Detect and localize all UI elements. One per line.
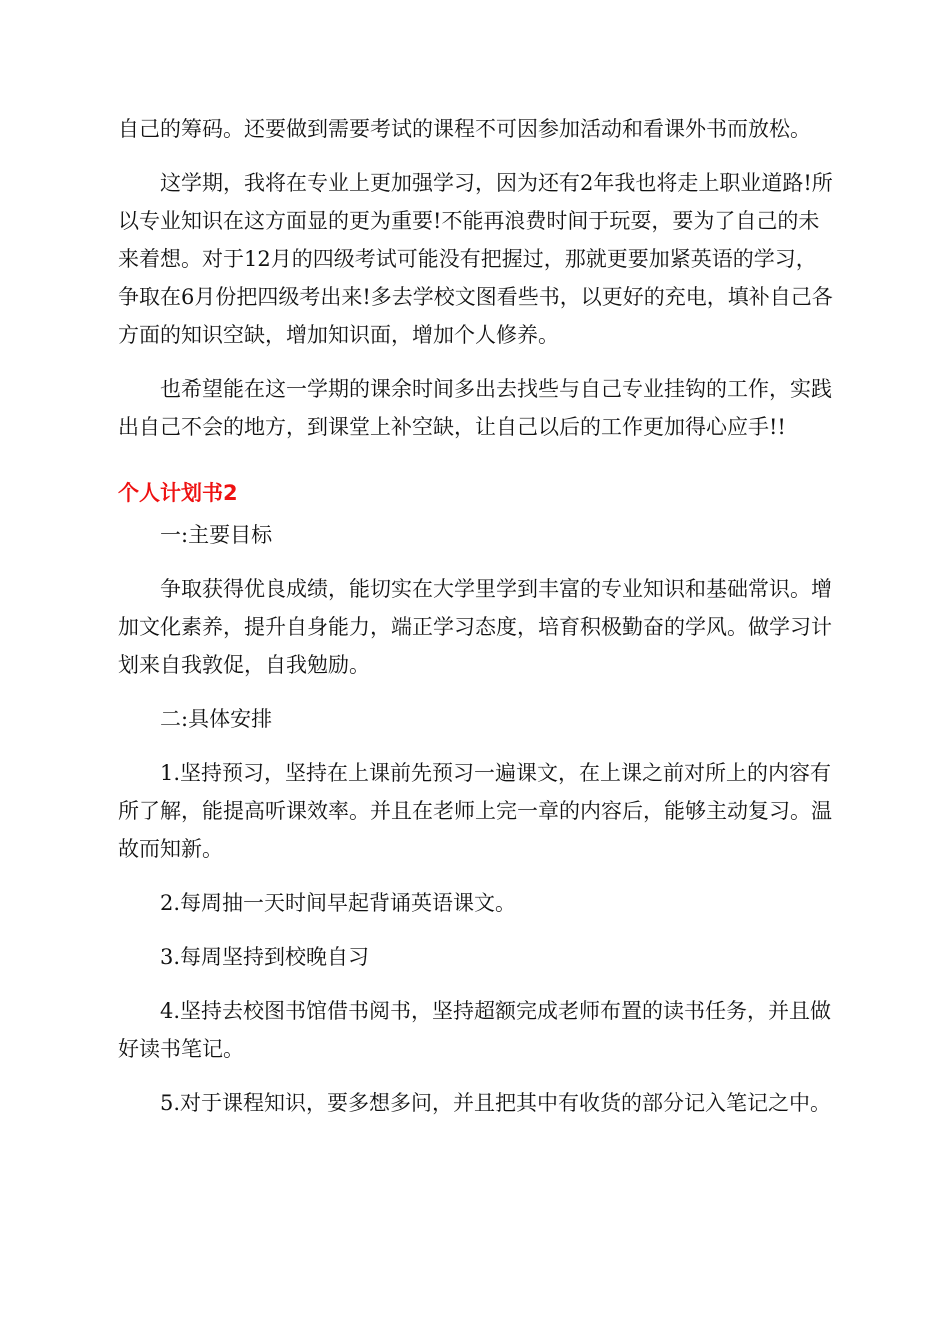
document-body [118,110,834,1122]
paragraph-continuation: 自己的筹码。还要做到需要考试的课程不可因参加活动和看课外书而放松。 [118,117,811,141]
paragraph-goal: 争取获得优良成绩，能切实在大学里学到丰富的专业知识和基础常识。增加文化素养，提升自身能力，端正学习态度，培育积极勤奋的学风。做学习计划来自我敦促，自我勉励。 [118,577,832,677]
list-item: 5.对于课程知识，要多想多问，并且把其中有收货的部分记入笔记之中。 [160,1091,832,1115]
paragraph-part-time-work: 也希望能在这一学期的课余时间多出去找些与自己专业挂钩的工作，实践出自己不会的地方，到课堂上补空缺，让自己以后的工作更加得心应手!! [118,377,832,439]
heading-main-goal: 一:主要目标 [160,523,273,547]
list-item: 2.每周抽一天时间早起背诵英语课文。 [160,891,517,915]
list-item: 4.坚持去校图书馆借书阅书，坚持超额完成老师布置的读书任务，并且做好读书笔记。 [118,999,832,1061]
paragraph-semester-study: 这学期，我将在专业上更加强学习，因为还有2年我也将走上职业道路!所以专业知识在这方面显的更为重要!不能再浪费时间于玩耍，要为了自己的未来着想。对于12月的四级考试可能没有把握过，那就更要加紧英语的学习，争取在6月份把四级考出来!多去学校文图看些书，以更好的充电，填补自己各方面的知识空缺，增加知识面，增加个人修养。 [118,171,833,347]
section-title: 个人计划书2 [118,481,238,505]
list-item: 1.坚持预习，坚持在上课前先预习一遍课文，在上课之前对所上的内容有所了解，能提高听课效率。并且在老师上完一章的内容后，能够主动复习。温故而知新。 [118,761,832,861]
list-item: 3.每周坚持到校晚自习 [160,945,370,969]
heading-specific-arrangement: 二:具体安排 [160,707,273,731]
